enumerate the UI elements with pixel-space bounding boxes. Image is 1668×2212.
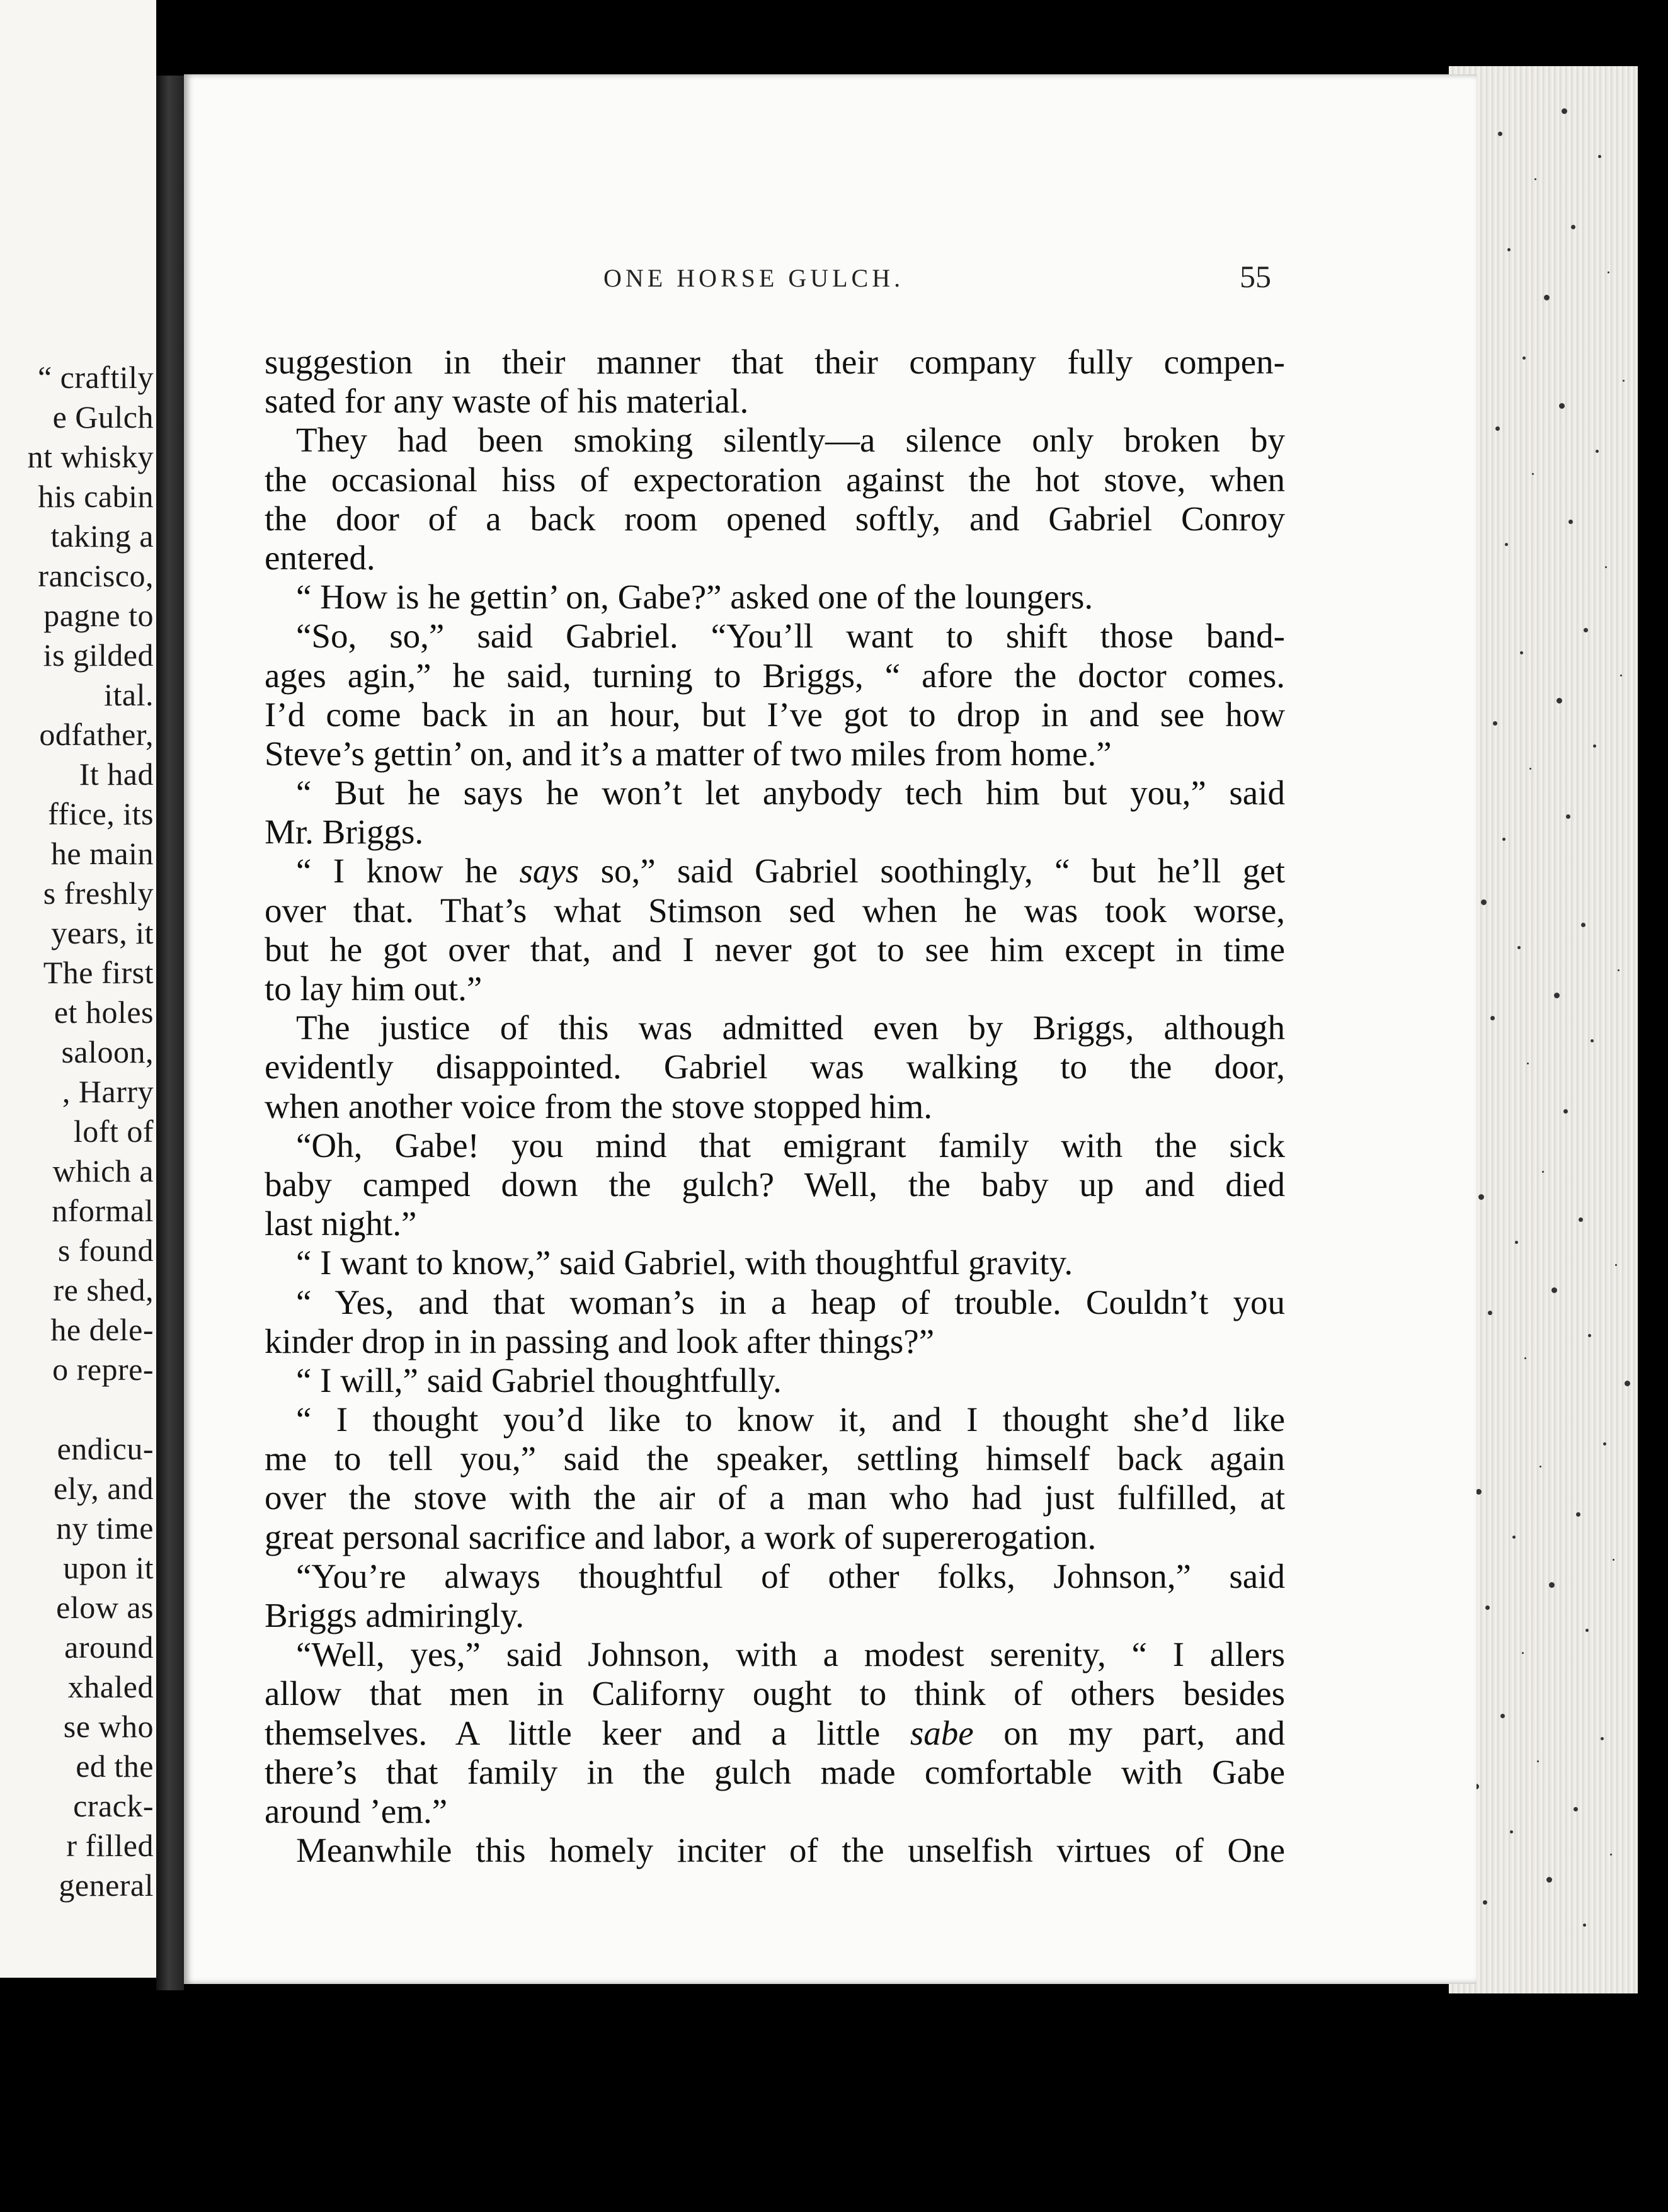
paper-speck xyxy=(1510,1830,1513,1833)
paper-speck xyxy=(1576,1512,1580,1517)
paper-speck xyxy=(1593,744,1596,748)
paper-speck xyxy=(1583,1924,1586,1927)
text-line: over the stove with the air of a man who had just fulfilled, at xyxy=(265,1478,1285,1517)
paper-speck xyxy=(1566,814,1570,819)
paper-speck xyxy=(1546,1877,1552,1883)
text-line: when another voice from the stove stopped him. xyxy=(265,1086,933,1126)
text-line: Steve’s gettin’ on, and it’s a matter of two miles from home.” xyxy=(265,734,1112,773)
paper-speck xyxy=(1544,295,1550,300)
paper-speck xyxy=(1520,651,1523,654)
paper-speck xyxy=(1500,1714,1505,1718)
paper-speck xyxy=(1613,1559,1614,1561)
paper-speck xyxy=(1557,698,1562,704)
paper-speck xyxy=(1601,1737,1604,1740)
text-segment: on my part, and xyxy=(973,1713,1285,1752)
text-line: “ I will,” said Gabriel thoughtfully. xyxy=(296,1360,782,1400)
facing-page-line: xhaled xyxy=(67,1669,154,1704)
facing-page-line: is gilded xyxy=(43,637,154,673)
facing-page-line: years, it xyxy=(51,915,154,950)
paper-speck xyxy=(1476,1489,1482,1495)
paper-speck xyxy=(1517,946,1521,949)
body-text xyxy=(265,343,1285,1870)
text-line: “ But he says he won’t let anybody tech him but you,” said xyxy=(296,773,1285,812)
paper-speck xyxy=(1549,1582,1555,1588)
paper-speck xyxy=(1542,1171,1544,1173)
facing-page-line: “ craftily xyxy=(37,360,154,395)
facing-page-line xyxy=(28,1389,154,1429)
text-line: baby camped down the gulch? Well, the baby up and died xyxy=(265,1165,1285,1204)
facing-page-line: The first xyxy=(43,955,154,990)
facing-page-line: taking a xyxy=(50,518,154,554)
paper-speck xyxy=(1532,473,1534,475)
paper-speck xyxy=(1498,132,1502,136)
text-line: “ I want to know,” said Gabriel, with thoughtful gravity. xyxy=(296,1243,1073,1282)
page-edges xyxy=(1449,66,1638,1993)
text-line: last night.” xyxy=(265,1204,417,1243)
paper-speck xyxy=(1534,178,1536,180)
paper-speck xyxy=(1505,543,1508,546)
facing-page-line: se who xyxy=(63,1709,154,1744)
facing-page-line: rancisco, xyxy=(38,558,154,593)
text-line: but he got over that, and I never got to see him except in time xyxy=(265,930,1285,969)
text-line: evidently disappointed. Gabriel was walking to the door, xyxy=(265,1047,1285,1086)
text-line xyxy=(265,852,1285,891)
facing-page xyxy=(0,0,156,1978)
facing-page-line: which a xyxy=(52,1153,154,1189)
italic-word: sabe xyxy=(910,1713,974,1752)
book-gutter xyxy=(156,76,184,1990)
facing-page-line: nformal xyxy=(52,1193,154,1228)
text-line: to lay him out.” xyxy=(265,969,483,1008)
text-line: Briggs admiringly. xyxy=(265,1596,524,1634)
paper-speck xyxy=(1488,1311,1492,1315)
paper-speck xyxy=(1493,721,1497,726)
paper-speck xyxy=(1598,155,1601,158)
facing-page-line: general xyxy=(59,1867,154,1903)
facing-page-line: endicu- xyxy=(57,1431,154,1466)
paper-speck xyxy=(1588,1334,1591,1337)
facing-page-line: et holes xyxy=(54,995,154,1030)
paper-speck xyxy=(1524,1357,1526,1359)
paper-speck xyxy=(1618,969,1619,971)
paper-speck xyxy=(1481,899,1487,905)
paper-speck xyxy=(1490,1016,1495,1020)
text-line: me to tell you,” said the speaker, settling himself back again xyxy=(265,1439,1285,1478)
facing-page-line: , Harry xyxy=(62,1074,154,1109)
paper-speck xyxy=(1515,1241,1518,1244)
paper-speck xyxy=(1574,1807,1578,1811)
paper-speck xyxy=(1585,1629,1589,1632)
text-line: kinder drop in in passing and look after things?” xyxy=(265,1321,935,1360)
paper-speck xyxy=(1615,1264,1617,1266)
facing-page-line: he dele- xyxy=(50,1312,154,1347)
paper-speck xyxy=(1605,566,1607,568)
text-line: They had been smoking silently—a silence only broken by xyxy=(296,421,1285,460)
text-line: Mr. Briggs. xyxy=(265,812,424,852)
facing-page-line: re shed, xyxy=(53,1272,154,1308)
text-line: “Oh, Gabe! you mind that emigrant family with the sick xyxy=(296,1126,1285,1165)
facing-page-line: ely, and xyxy=(53,1471,154,1506)
paper-speck xyxy=(1529,768,1531,770)
facing-page-line: o repre- xyxy=(52,1352,154,1387)
paper-speck xyxy=(1581,923,1585,927)
facing-page-line: ny time xyxy=(56,1510,154,1546)
text-line: I’d come back in an hour, but I’ve got to drop in and see how xyxy=(265,695,1285,734)
paper-speck xyxy=(1620,675,1622,676)
text-line: sated for any waste of his material. xyxy=(265,382,749,421)
text-segment: “ I know he xyxy=(296,852,520,891)
paper-speck xyxy=(1591,1039,1594,1042)
paper-speck xyxy=(1623,380,1625,382)
text-line: great personal sacrifice and labor, a work of supererogation. xyxy=(265,1517,1097,1556)
text-segment: themselves. A little keer and a little xyxy=(265,1713,910,1752)
paper-speck xyxy=(1579,1217,1583,1222)
paper-speck xyxy=(1608,271,1609,273)
text-line: “ I thought you’d like to know it, and I thought she’d like xyxy=(296,1400,1285,1439)
facing-page-line: upon it xyxy=(63,1550,154,1585)
text-line: The justice of this was admitted even by Briggs, although xyxy=(296,1008,1285,1047)
paper-speck xyxy=(1478,1194,1484,1200)
facing-page-line: he main xyxy=(50,836,154,871)
facing-page-line: pagne to xyxy=(43,598,154,633)
text-line: “ How is he gettin’ on, Gabe?” asked one of the loungers. xyxy=(296,578,1094,617)
paper-speck xyxy=(1512,1536,1516,1539)
facing-page-line: r filled xyxy=(66,1828,154,1863)
paper-speck xyxy=(1568,520,1573,524)
text-line xyxy=(265,1714,1285,1753)
paper-speck xyxy=(1507,248,1511,251)
paper-speck xyxy=(1522,356,1526,360)
paper-speck xyxy=(1551,1287,1557,1293)
text-line: “ Yes, and that woman’s in a heap of trouble. Couldn’t you xyxy=(296,1282,1285,1321)
text-line: over that. That’s what Stimson sed when he was took worse, xyxy=(265,891,1285,930)
paper-speck xyxy=(1625,1381,1630,1386)
text-line: around ’em.” xyxy=(265,1791,448,1830)
running-head: ONE HORSE GULCH. xyxy=(603,264,905,292)
text-line: entered. xyxy=(265,538,375,577)
paper-speck xyxy=(1537,1760,1539,1762)
paper-speck xyxy=(1596,450,1599,453)
paper-speck xyxy=(1554,993,1560,998)
paper-speck xyxy=(1483,1900,1487,1905)
facing-page-line: loft of xyxy=(73,1114,154,1149)
italic-word: says xyxy=(519,852,580,891)
paper-speck xyxy=(1603,1442,1606,1445)
text-line: the door of a back room opened softly, and Gabriel Conroy xyxy=(265,499,1285,538)
facing-page-line: ed the xyxy=(76,1748,154,1784)
paper-speck xyxy=(1539,1466,1541,1468)
facing-page-line: nt whisky xyxy=(27,439,154,474)
paper-speck xyxy=(1502,838,1505,841)
text-line: suggestion in their manner that their company fully compen- xyxy=(265,343,1285,381)
text-line: the occasional hiss of expectoration against the hot stove, when xyxy=(265,460,1285,499)
text-line: allow that men in Californy ought to think of others besides xyxy=(265,1674,1285,1713)
text-line: “Well, yes,” said Johnson, with a modest serenity, “ I allers xyxy=(296,1635,1285,1674)
paper-speck xyxy=(1527,1063,1529,1064)
facing-page-line: ffice, its xyxy=(48,796,154,831)
facing-page-line: his cabin xyxy=(38,479,154,514)
facing-page-line: ital. xyxy=(104,677,154,712)
facing-page-text xyxy=(28,358,154,1905)
facing-page-line: s freshly xyxy=(43,875,154,911)
text-line: there’s that family in the gulch made comfortable with Gabe xyxy=(265,1752,1285,1791)
facing-page-line: around xyxy=(64,1629,154,1665)
facing-page-line: e Gulch xyxy=(52,399,154,435)
text-segment: so,” said Gabriel soothingly, “ but he’ll get xyxy=(579,852,1285,891)
facing-page-line: crack- xyxy=(73,1788,154,1823)
text-line: “So, so,” said Gabriel. “You’ll want to shift those band- xyxy=(296,617,1285,656)
facing-page-line: It had xyxy=(79,756,154,792)
text-line: “You’re always thoughtful of other folks, Johnson,” said xyxy=(296,1556,1285,1595)
paper-speck xyxy=(1559,403,1565,409)
paper-speck xyxy=(1495,426,1500,431)
paper-speck xyxy=(1562,108,1567,114)
facing-page-line: s found xyxy=(57,1233,154,1268)
paper-speck xyxy=(1563,1109,1568,1114)
paper-speck xyxy=(1584,628,1588,632)
paper-speck xyxy=(1610,1854,1612,1856)
paper-speck xyxy=(1571,225,1575,229)
text-line: Meanwhile this homely inciter of the unselfish virtues of One xyxy=(296,1831,1285,1870)
facing-page-line: elow as xyxy=(56,1590,154,1625)
page-number: 55 xyxy=(1240,259,1271,294)
text-line: ages agin,” he said, turning to Briggs, “ afore the doctor comes. xyxy=(265,656,1285,695)
paper-speck xyxy=(1522,1652,1524,1654)
facing-page-line: saloon, xyxy=(61,1034,154,1069)
paper-speck xyxy=(1485,1605,1490,1610)
facing-page-line: odfather, xyxy=(39,717,154,752)
